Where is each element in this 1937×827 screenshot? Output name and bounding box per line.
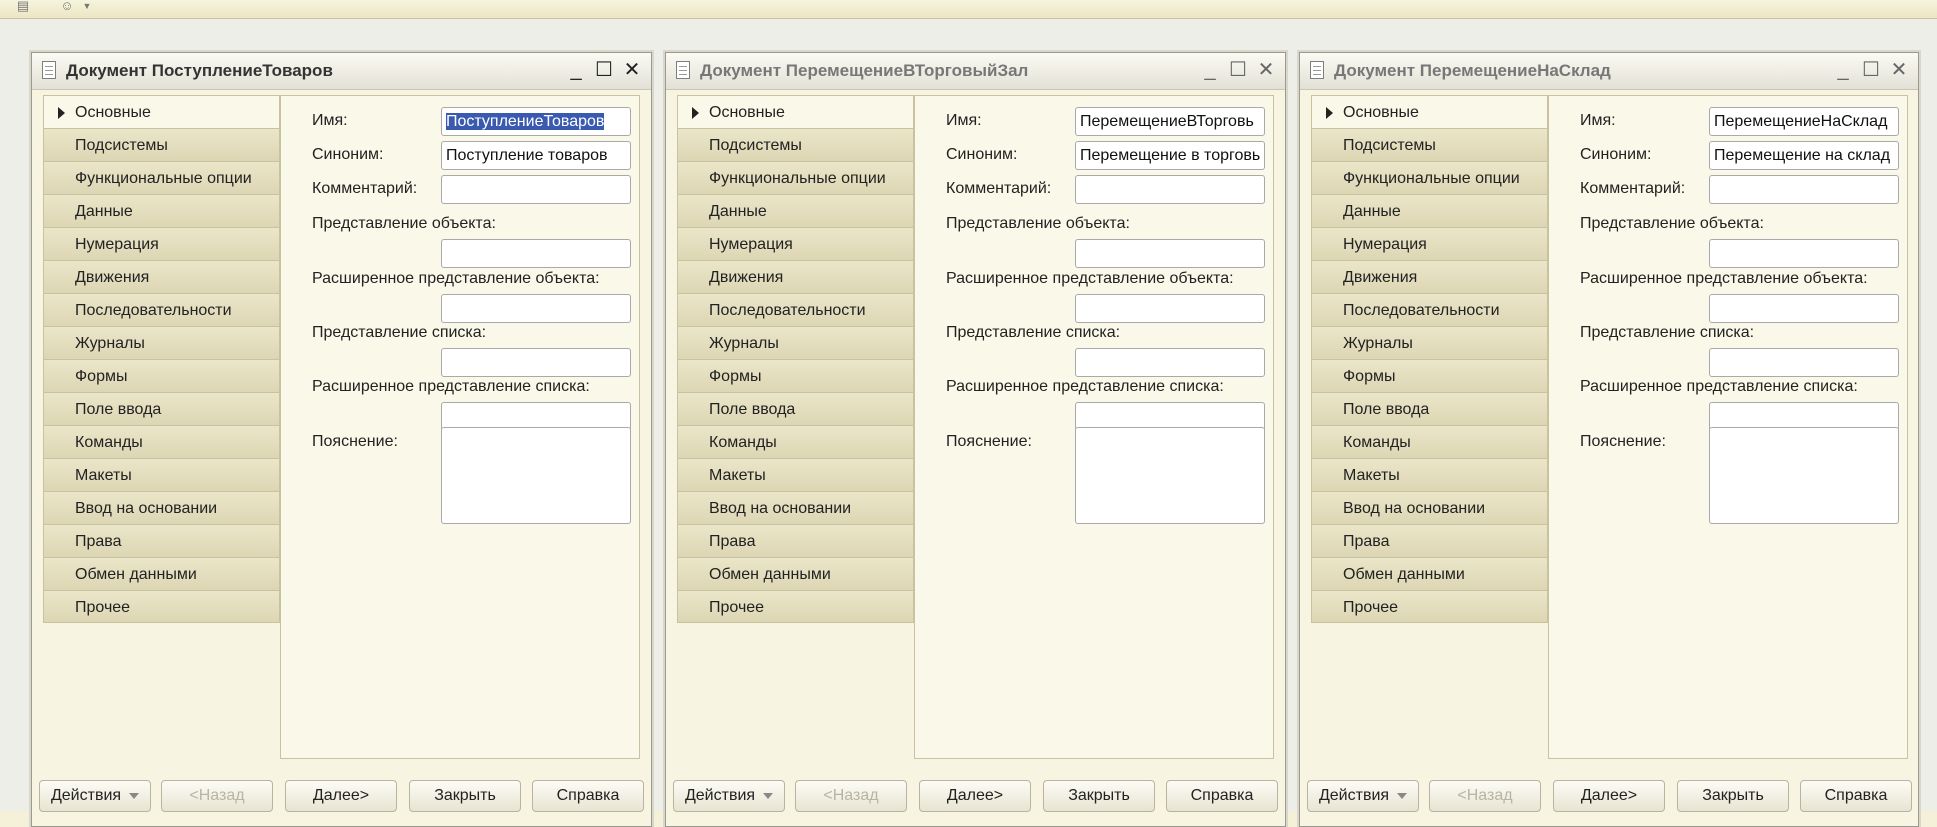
list-presentation-field[interactable] <box>441 348 631 377</box>
window-title: Документ ПеремещениеНаСклад <box>1334 61 1611 80</box>
tab-templates[interactable]: Макеты <box>43 458 280 491</box>
tab-sequences[interactable]: Последовательности <box>43 293 280 326</box>
tab-subsystems[interactable]: Подсистемы <box>43 128 280 161</box>
tab-commands[interactable]: Команды <box>1311 425 1548 458</box>
document-window-2 <box>665 52 1286 827</box>
tab-main[interactable]: Основные <box>43 95 280 128</box>
extended-object-presentation-label: Расширенное представление объекта: <box>1580 270 1868 287</box>
tab-other[interactable]: Прочее <box>43 590 280 623</box>
tab-sequences[interactable]: Последовательности <box>677 293 914 326</box>
tab-functional-options[interactable]: Функциональные опции <box>43 161 280 194</box>
tab-main[interactable]: Основные <box>677 95 914 128</box>
help-button[interactable]: Справка <box>1166 780 1278 812</box>
synonym-label: Синоним: <box>1580 146 1652 163</box>
tab-functional-options[interactable]: Функциональные опции <box>677 161 914 194</box>
tab-input-based-on[interactable]: Ввод на основании <box>1311 491 1548 524</box>
minimize-icon[interactable]: _ <box>570 59 582 81</box>
tab-movements[interactable]: Движения <box>1311 260 1548 293</box>
extended-object-presentation-label: Расширенное представление объекта: <box>312 270 600 287</box>
list-presentation-field[interactable] <box>1075 348 1265 377</box>
extended-list-presentation-label: Расширенное представление списка: <box>1580 378 1858 395</box>
next-button[interactable]: Далее> <box>285 780 397 812</box>
main-properties-panel <box>1548 95 1908 759</box>
tab-other[interactable]: Прочее <box>677 590 914 623</box>
comment-label: Комментарий: <box>1580 180 1686 197</box>
tab-subsystems[interactable]: Подсистемы <box>1311 128 1548 161</box>
tab-numbering[interactable]: Нумерация <box>1311 227 1548 260</box>
back-button[interactable]: <Назад <box>1429 780 1541 812</box>
synonym-label: Синоним: <box>312 146 384 163</box>
chevron-down-icon <box>763 793 773 799</box>
list-presentation-field[interactable] <box>1709 348 1899 377</box>
tab-numbering[interactable]: Нумерация <box>43 227 280 260</box>
tab-templates[interactable]: Макеты <box>677 458 914 491</box>
tab-input-field[interactable]: Поле ввода <box>43 392 280 425</box>
tab-rights[interactable]: Права <box>1311 524 1548 557</box>
actions-button[interactable]: Действия <box>1307 780 1419 812</box>
tab-list <box>43 95 280 623</box>
tab-commands[interactable]: Команды <box>43 425 280 458</box>
tab-journals[interactable]: Журналы <box>677 326 914 359</box>
window-titlebar[interactable] <box>1300 53 1918 90</box>
extended-object-presentation-field[interactable] <box>1075 294 1265 323</box>
document-icon <box>42 61 56 79</box>
chevron-down-icon <box>1397 793 1407 799</box>
tab-commands[interactable]: Команды <box>677 425 914 458</box>
chevron-down-icon <box>129 793 139 799</box>
document-window-3 <box>1299 52 1919 827</box>
comment-field[interactable] <box>1709 175 1899 204</box>
tab-list <box>1311 95 1548 623</box>
next-button[interactable]: Далее> <box>919 780 1031 812</box>
actions-button[interactable]: Действия <box>39 780 151 812</box>
window-titlebar[interactable] <box>666 53 1285 90</box>
close-button[interactable]: Закрыть <box>1677 780 1789 812</box>
close-button[interactable]: Закрыть <box>409 780 521 812</box>
back-button[interactable]: <Назад <box>795 780 907 812</box>
tab-data[interactable]: Данные <box>1311 194 1548 227</box>
synonym-field[interactable]: Перемещение в торговь <box>1075 141 1265 170</box>
comment-label: Комментарий: <box>946 180 1052 197</box>
tab-rights[interactable]: Права <box>677 524 914 557</box>
tab-input-based-on[interactable]: Ввод на основании <box>43 491 280 524</box>
comment-field[interactable] <box>441 175 631 204</box>
explanation-label: Пояснение: <box>312 433 398 450</box>
synonym-field[interactable]: Перемещение на склад <box>1709 141 1899 170</box>
tab-data[interactable]: Данные <box>43 194 280 227</box>
tab-data-exchange[interactable]: Обмен данными <box>677 557 914 590</box>
tab-movements[interactable]: Движения <box>677 260 914 293</box>
name-field[interactable]: ПеремещениеВТорговь <box>1075 107 1265 136</box>
tab-other[interactable]: Прочее <box>1311 590 1548 623</box>
extended-list-presentation-label: Расширенное представление списка: <box>312 378 590 395</box>
object-presentation-field[interactable] <box>1075 239 1265 268</box>
explanation-field[interactable] <box>1709 427 1899 524</box>
tab-numbering[interactable]: Нумерация <box>677 227 914 260</box>
explanation-label: Пояснение: <box>1580 433 1666 450</box>
extended-object-presentation-label: Расширенное представление объекта: <box>946 270 1234 287</box>
tab-rights[interactable]: Права <box>43 524 280 557</box>
document-icon <box>1310 61 1324 79</box>
tab-main[interactable]: Основные <box>1311 95 1548 128</box>
object-presentation-label: Представление объекта: <box>1580 215 1764 232</box>
synonym-field[interactable]: Поступление товаров <box>441 141 631 170</box>
explanation-field[interactable] <box>1075 427 1265 524</box>
next-button[interactable]: Далее> <box>1553 780 1665 812</box>
tab-input-based-on[interactable]: Ввод на основании <box>677 491 914 524</box>
maximize-icon[interactable]: ☐ <box>1229 59 1247 81</box>
triangle-right-icon <box>1326 107 1333 119</box>
object-presentation-field[interactable] <box>1709 239 1899 268</box>
tab-forms[interactable]: Формы <box>677 359 914 392</box>
close-icon[interactable]: ✕ <box>1890 59 1908 81</box>
tab-forms[interactable]: Формы <box>43 359 280 392</box>
tab-functional-options[interactable]: Функциональные опции <box>1311 161 1548 194</box>
help-button[interactable]: Справка <box>532 780 644 812</box>
maximize-icon[interactable]: ☐ <box>1862 59 1880 81</box>
name-field[interactable]: ПоступлениеТоваров <box>441 107 631 136</box>
triangle-right-icon <box>58 107 65 119</box>
tab-list <box>677 95 914 623</box>
minimize-icon[interactable]: _ <box>1204 59 1216 81</box>
window-title: Документ ПоступлениеТоваров <box>66 61 333 80</box>
list-presentation-label: Представление списка: <box>312 324 487 341</box>
smile-icon[interactable]: ☺ <box>60 0 74 13</box>
tab-journals[interactable]: Журналы <box>43 326 280 359</box>
explanation-field[interactable] <box>441 427 631 524</box>
tab-data[interactable]: Данные <box>677 194 914 227</box>
tab-subsystems[interactable]: Подсистемы <box>677 128 914 161</box>
actions-button[interactable]: Действия <box>673 780 785 812</box>
main-properties-panel <box>914 95 1274 759</box>
workspace <box>0 19 1937 811</box>
name-field[interactable]: ПеремещениеНаСклад <box>1709 107 1899 136</box>
comment-field[interactable] <box>1075 175 1265 204</box>
tab-data-exchange[interactable]: Обмен данными <box>1311 557 1548 590</box>
toolbar-strip <box>0 0 1937 19</box>
tab-templates[interactable]: Макеты <box>1311 458 1548 491</box>
tab-input-field[interactable]: Поле ввода <box>1311 392 1548 425</box>
name-label: Имя: <box>946 112 982 129</box>
close-icon[interactable]: ✕ <box>1257 59 1275 81</box>
tab-input-field[interactable]: Поле ввода <box>677 392 914 425</box>
chevron-down-icon[interactable]: ▼ <box>82 1 92 11</box>
main-properties-panel <box>280 95 640 759</box>
window-title: Документ ПеремещениеВТорговыйЗал <box>700 61 1029 80</box>
explanation-label: Пояснение: <box>946 433 1032 450</box>
back-button[interactable]: <Назад <box>161 780 273 812</box>
object-presentation-field[interactable] <box>441 239 631 268</box>
document-icon <box>676 61 690 79</box>
object-presentation-label: Представление объекта: <box>946 215 1130 232</box>
list-icon[interactable]: ▤ <box>16 0 30 13</box>
triangle-right-icon <box>692 107 699 119</box>
list-presentation-label: Представление списка: <box>1580 324 1755 341</box>
extended-object-presentation-field[interactable] <box>441 294 631 323</box>
comment-label: Комментарий: <box>312 180 418 197</box>
tab-forms[interactable]: Формы <box>1311 359 1548 392</box>
minimize-icon[interactable]: _ <box>1837 59 1849 81</box>
document-window-1 <box>31 52 652 827</box>
help-button[interactable]: Справка <box>1800 780 1912 812</box>
extended-list-presentation-label: Расширенное представление списка: <box>946 378 1224 395</box>
maximize-icon[interactable]: ☐ <box>595 59 613 81</box>
tab-journals[interactable]: Журналы <box>1311 326 1548 359</box>
synonym-label: Синоним: <box>946 146 1018 163</box>
tab-movements[interactable]: Движения <box>43 260 280 293</box>
tab-data-exchange[interactable]: Обмен данными <box>43 557 280 590</box>
tab-sequences[interactable]: Последовательности <box>1311 293 1548 326</box>
list-presentation-label: Представление списка: <box>946 324 1121 341</box>
window-titlebar[interactable] <box>32 53 651 90</box>
extended-object-presentation-field[interactable] <box>1709 294 1899 323</box>
name-label: Имя: <box>1580 112 1616 129</box>
close-icon[interactable]: ✕ <box>623 59 641 81</box>
name-label: Имя: <box>312 112 348 129</box>
object-presentation-label: Представление объекта: <box>312 215 496 232</box>
close-button[interactable]: Закрыть <box>1043 780 1155 812</box>
